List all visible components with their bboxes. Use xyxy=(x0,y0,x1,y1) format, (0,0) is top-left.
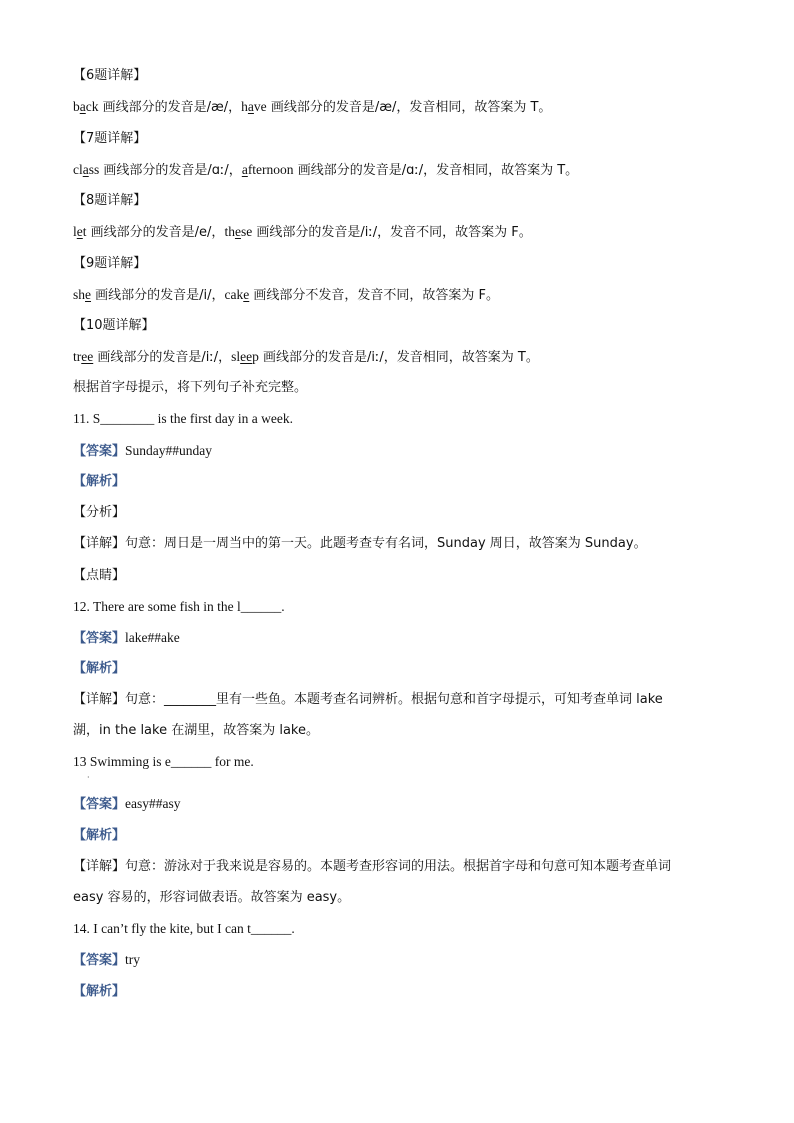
q11-fenxi-heading: 【分析】 xyxy=(73,505,126,520)
q12-question: 12. There are some fish in the l______. xyxy=(73,599,285,614)
q13-detail-continued: easy 容易的，形容词做表语。故答案为 easy。 xyxy=(73,890,351,905)
q12-analysis-heading: 【解析】 xyxy=(73,661,126,676)
q12-detail-continued: 湖，in the lake 在湖里，故答案为 lake。 xyxy=(73,723,319,738)
q13-number-dot: · xyxy=(87,773,90,782)
q14-answer: 【答案】try xyxy=(73,952,141,968)
q13-detail: 【详解】句意：游泳对于我来说是容易的。本题考查形容词的用法。根据首字母和句意可知本题考查单词 xyxy=(73,859,672,874)
q11-question: 11. S________ is the first day in a week. xyxy=(73,411,293,426)
q8-detail-heading: 【8题详解】 xyxy=(73,193,147,208)
q10-detail-line: tree 画线部分的发音是/iː/，sleep 画线部分的发音是/iː/，发音相同，故答案为 T。 xyxy=(73,349,539,365)
q6-detail-heading: 【6题详解】 xyxy=(73,68,147,83)
q14-analysis-heading: 【解析】 xyxy=(73,984,126,999)
q11-detail: 【详解】句意：周日是一周当中的第一天。此题考查专有名词，Sunday 周日，故答案为 Sunday。 xyxy=(73,536,647,551)
q8-detail-line: let 画线部分的发音是/e/，these 画线部分的发音是/iː/，发音不同，故答案为 F。 xyxy=(73,224,532,240)
q9-detail-line: she 画线部分的发音是/i/，cake 画线部分不发音，发音不同，故答案为 F。 xyxy=(73,287,500,303)
q13-question: 13 Swimming is e______ for me. xyxy=(73,754,254,769)
q13-answer: 【答案】easy##asy xyxy=(73,796,181,812)
q7-detail-line: class 画线部分的发音是/ɑː/，afternoon 画线部分的发音是/ɑː/，发音相同，故答案为 T。 xyxy=(73,162,579,178)
q6-detail-line: back 画线部分的发音是/æ/，have 画线部分的发音是/æ/，发音相同，故答案为 T。 xyxy=(73,99,552,115)
q11-answer: 【答案】Sunday##unday xyxy=(73,443,213,459)
q11-dianjing-heading: 【点睛】 xyxy=(73,568,126,583)
q10-detail-heading: 【10题详解】 xyxy=(73,318,155,333)
q7-detail-heading: 【7题详解】 xyxy=(73,131,147,146)
section-instruction: 根据首字母提示，将下列句子补充完整。 xyxy=(73,380,308,395)
q12-answer: 【答案】lake##ake xyxy=(73,630,180,646)
q11-analysis-heading: 【解析】 xyxy=(73,474,126,489)
q14-question: 14. I can’t fly the kite, but I can t______. xyxy=(73,921,295,936)
q9-detail-heading: 【9题详解】 xyxy=(73,256,147,271)
q12-detail: 【详解】句意：________里有一些鱼。本题考查名词辨析。根据句意和首字母提示，可知考查单词 lake xyxy=(73,692,663,707)
q13-analysis-heading: 【解析】 xyxy=(73,828,126,843)
